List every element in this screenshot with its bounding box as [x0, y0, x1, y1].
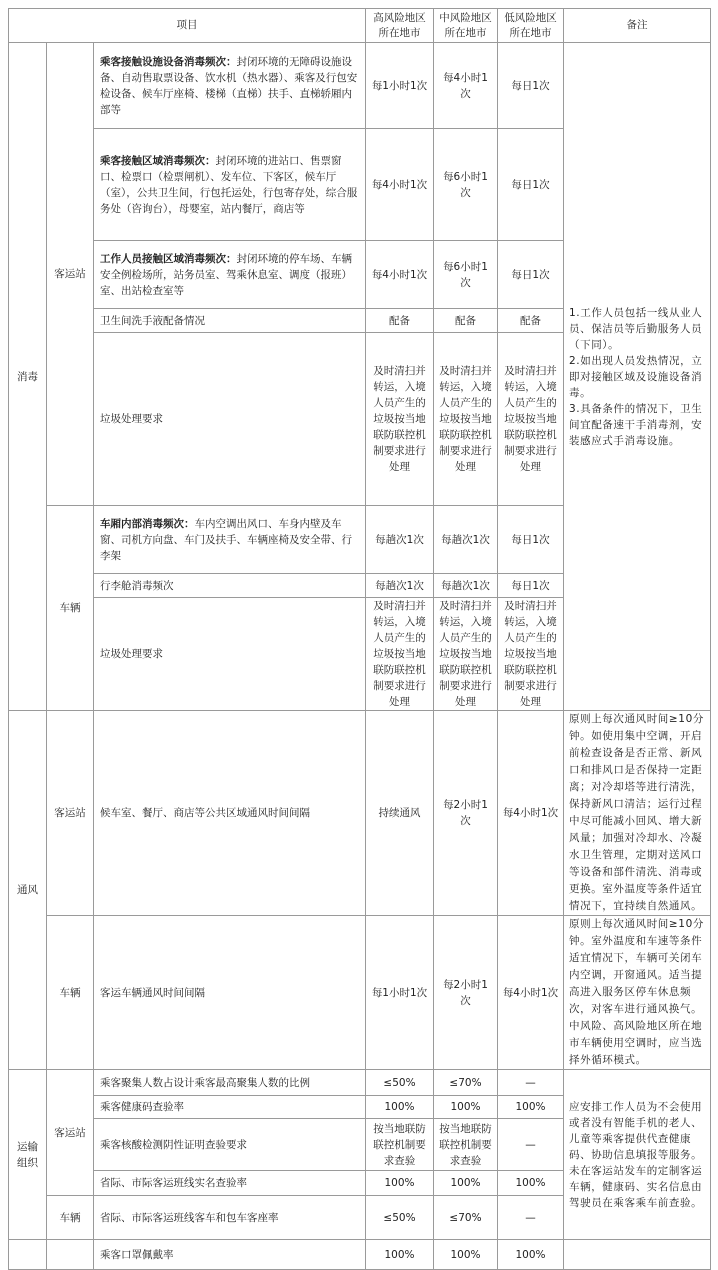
low-risk-value: 100%	[498, 1096, 564, 1119]
item-text: 封闭环境的停车场、车辆安全例检场所，站务员室、驾乘休息室、调度（报班）室、出站检查室等	[100, 252, 352, 297]
high-risk-value: 100%	[366, 1171, 434, 1196]
header-low-risk: 低风险地区所在地市	[498, 9, 564, 43]
subcategory-cell: 车辆	[47, 506, 94, 711]
mid-risk-value: 每6小时1次	[434, 241, 498, 309]
category-cell: 运输组织	[9, 1070, 47, 1240]
high-risk-value: 按当地联防联控机制要求查验	[366, 1119, 434, 1171]
remarks-cell: 原则上每次通风时间≥10分钟。如使用集中空调，开启前检查设备是否正常、新风口和排风口是否保持一定距离；对冷却塔等进行清洗，保持新风口清洁；运行过程中尽可能减小回风、增大新风量；加强对冷却水、冷凝水卫生管理，定期对送风口等设备和部件清洗、消毒或更换。室外温度等条件适宜情况下，宜持续自然通风。	[564, 711, 711, 916]
item-cell	[94, 43, 366, 129]
high-risk-value: 100%	[366, 1240, 434, 1270]
category-cell	[9, 1240, 47, 1270]
high-risk-value: 及时清扫并转运，入境人员产生的垃圾按当地联防联控机制要求进行处理	[366, 333, 434, 506]
mid-risk-value: 按当地联防联控机制要求查验	[434, 1119, 498, 1171]
low-risk-value: 每日1次	[498, 43, 564, 129]
item-heading: 车厢内部消毒频次：	[100, 517, 195, 530]
remarks-cell: 原则上每次通风时间≥10分钟。室外温度和车速等条件适宜情况下，车辆可关闭车内空调，开窗通风。适当提高进入服务区停车休息频次，对客车进行通风换气。中风险、高风险地区所在地市车辆使用空调时，应当选择外循环模式。	[564, 916, 711, 1070]
category-cell: 通风	[9, 711, 47, 1070]
subcategory-cell: 车辆	[47, 916, 94, 1070]
item-text: 乘客聚集人数占设计乘客最高聚集人数的比例	[100, 1076, 310, 1089]
remarks-cell	[564, 1240, 711, 1270]
low-risk-value: 每日1次	[498, 129, 564, 241]
header-high-risk: 高风险地区所在地市	[366, 9, 434, 43]
high-risk-value: 及时清扫并转运，入境人员产生的垃圾按当地联防联控机制要求进行处理	[366, 598, 434, 711]
mid-risk-value: 100%	[434, 1096, 498, 1119]
high-risk-value: 每4小时1次	[366, 129, 434, 241]
remarks-cell: 1.工作人员包括一线从业人员、保洁员等后勤服务人员（下同）。 2.如出现人员发热情况，立即对接触区域及设施设备消毒。 3.具备条件的情况下，卫生间宜配备速干手消毒剂，安装感应式手消毒设施。	[564, 43, 711, 711]
table-row	[9, 1240, 711, 1270]
item-text: 省际、市际客运班线实名查验率	[100, 1177, 247, 1189]
low-risk-value: 配备	[498, 309, 564, 333]
high-risk-value: ≤50%	[366, 1196, 434, 1240]
high-risk-value: 持续通风	[366, 711, 434, 916]
low-risk-value: 每日1次	[498, 241, 564, 309]
subcategory-cell: 客运站	[47, 1070, 94, 1196]
mid-risk-value: 配备	[434, 309, 498, 333]
low-risk-value: 每4小时1次	[498, 711, 564, 916]
item-cell	[94, 129, 366, 241]
item-text: 封闭环境的无障碍设施设备、自动售取票设备、饮水机（热水器）、乘客及行包安检设备、候车厅座椅、楼梯（直梯）扶手、直梯轿厢内部等	[100, 55, 358, 116]
mid-risk-value: 每2小时1次	[434, 711, 498, 916]
item-cell	[94, 506, 366, 574]
item-text: 客运车辆通风时间间隔	[100, 986, 205, 999]
item-heading: 乘客接触设施设备消毒频次：	[100, 55, 237, 68]
high-risk-value: 配备	[366, 309, 434, 333]
low-risk-value: 及时清扫并转运，入境人员产生的垃圾按当地联防联控机制要求进行处理	[498, 333, 564, 506]
item-cell	[94, 241, 366, 309]
item-cell	[94, 1096, 366, 1119]
item-cell	[94, 598, 366, 711]
high-risk-value: ≤50%	[366, 1070, 434, 1096]
mid-risk-value: 每趟次1次	[434, 574, 498, 598]
item-heading: 乘客接触区域消毒频次：	[100, 154, 216, 167]
high-risk-value: 每趟次1次	[366, 506, 434, 574]
item-cell	[94, 333, 366, 506]
low-risk-value: —	[498, 1070, 564, 1096]
header-row	[9, 9, 711, 43]
low-risk-value: —	[498, 1119, 564, 1171]
low-risk-value: 每4小时1次	[498, 916, 564, 1070]
subcategory-cell: 客运站	[47, 43, 94, 506]
item-cell	[94, 916, 366, 1070]
remarks-cell: 应安排工作人员为不会使用或者没有智能手机的老人、儿童等乘客提供代查健康码、协助信息填报等服务。未在客运站发车的定制客运车辆，健康码、实名信息由驾驶员在乘客乘车前查验。	[564, 1070, 711, 1240]
item-cell	[94, 1240, 366, 1270]
low-risk-value: 及时清扫并转运，入境人员产生的垃圾按当地联防联控机制要求进行处理	[498, 598, 564, 711]
item-cell	[94, 309, 366, 333]
high-risk-value: 每1小时1次	[366, 916, 434, 1070]
item-cell	[94, 1171, 366, 1196]
item-cell	[94, 1196, 366, 1240]
item-text: 省际、市际客运班线客车和包车客座率	[100, 1211, 279, 1224]
low-risk-value: 每日1次	[498, 506, 564, 574]
epidemic-prevention-table	[8, 8, 711, 1270]
mid-risk-value: 每2小时1次	[434, 916, 498, 1070]
item-text: 封闭环境的进站口、售票窗口、检票口（检票闸机）、发车位、下客区，候车厅（室），公共卫生间，行包托运处，行包寄存处，综合服务处（咨询台），母婴室，站内餐厅，商店等	[100, 154, 358, 215]
low-risk-value: 100%	[498, 1171, 564, 1196]
high-risk-value: 每4小时1次	[366, 241, 434, 309]
mid-risk-value: 每4小时1次	[434, 43, 498, 129]
subcategory-cell: 客运站	[47, 711, 94, 916]
item-text: 候车室、餐厅、商店等公共区域通风时间间隔	[100, 807, 310, 819]
category-cell: 消毒	[9, 43, 47, 711]
table-row	[9, 711, 711, 916]
table-row	[9, 916, 711, 1070]
item-text: 乘客口罩佩戴率	[100, 1248, 174, 1261]
high-risk-value: 每1小时1次	[366, 43, 434, 129]
mid-risk-value: 100%	[434, 1240, 498, 1270]
mid-risk-value: 每6小时1次	[434, 129, 498, 241]
item-text: 乘客核酸检测阴性证明查验要求	[100, 1138, 247, 1151]
item-heading: 工作人员接触区域消毒频次：	[100, 252, 237, 265]
item-text: 乘客健康码查验率	[100, 1101, 184, 1113]
item-cell	[94, 1070, 366, 1096]
item-cell	[94, 711, 366, 916]
high-risk-value: 100%	[366, 1096, 434, 1119]
item-text: 垃圾处理要求	[100, 413, 163, 425]
subcategory-cell: 车辆	[47, 1196, 94, 1240]
item-text: 车内空调出风口、车身内壁及车窗、司机方向盘、车门及扶手、车辆座椅及安全带、行李架	[100, 517, 352, 562]
low-risk-value: 每日1次	[498, 574, 564, 598]
mid-risk-value: ≤70%	[434, 1196, 498, 1240]
subcategory-cell	[47, 1240, 94, 1270]
mid-risk-value: 100%	[434, 1171, 498, 1196]
item-text: 行李舱消毒频次	[100, 579, 174, 592]
item-cell	[94, 1119, 366, 1171]
item-cell	[94, 574, 366, 598]
header-remarks: 备注	[564, 9, 711, 43]
mid-risk-value: ≤70%	[434, 1070, 498, 1096]
item-text: 垃圾处理要求	[100, 648, 163, 660]
table-row	[9, 43, 711, 129]
header-mid-risk: 中风险地区所在地市	[434, 9, 498, 43]
mid-risk-value: 及时清扫并转运，入境人员产生的垃圾按当地联防联控机制要求进行处理	[434, 333, 498, 506]
low-risk-value: —	[498, 1196, 564, 1240]
high-risk-value: 每趟次1次	[366, 574, 434, 598]
mid-risk-value: 每趟次1次	[434, 506, 498, 574]
low-risk-value: 100%	[498, 1240, 564, 1270]
item-text: 卫生间洗手液配备情况	[100, 314, 205, 327]
table-row	[9, 1070, 711, 1096]
header-item: 项目	[9, 9, 366, 43]
mid-risk-value: 及时清扫并转运，入境人员产生的垃圾按当地联防联控机制要求进行处理	[434, 598, 498, 711]
